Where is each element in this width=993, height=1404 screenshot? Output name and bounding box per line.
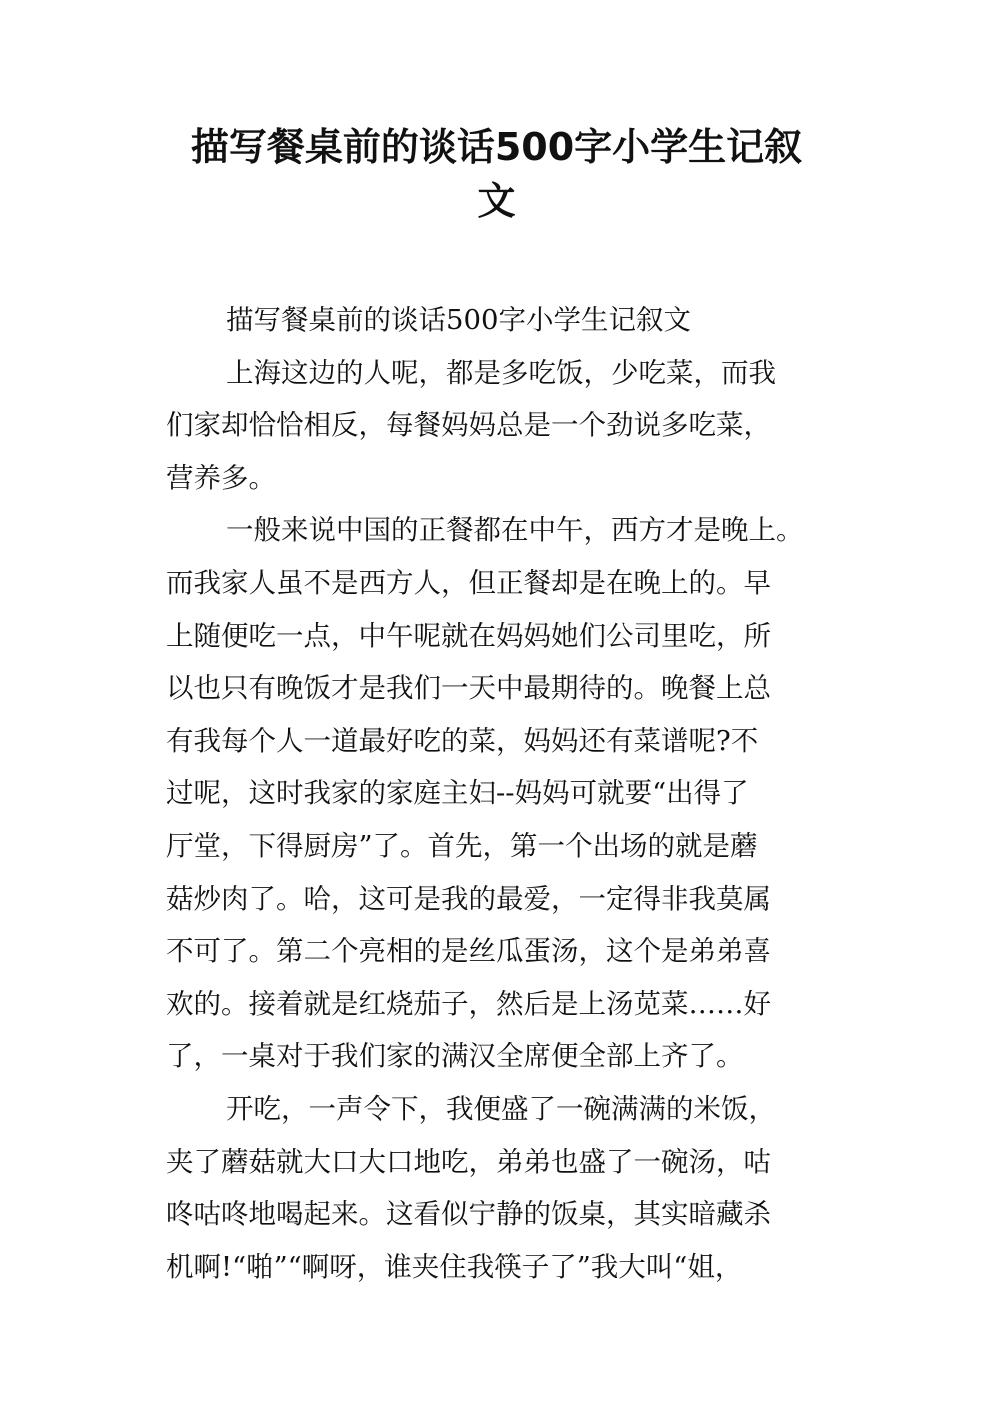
paragraph-line: 过呢，这时我家的家庭主妇--妈妈可就要“出得了 [166, 777, 749, 810]
paragraph-line: 咚咕咚地喝起来。这看似宁静的饭桌，其实暗藏杀 [166, 1198, 771, 1231]
paragraph-line: 菇炒肉了。哈，这可是我的最爱，一定得非我莫属 [166, 882, 771, 915]
paragraph-line: 厅堂，下得厨房”了。首先，第一个出场的就是蘑 [166, 829, 758, 862]
paragraph-line: 们家却恰恰相反，每餐妈妈总是一个劲说多吃菜， [166, 409, 771, 442]
paragraph-line: 有我每个人一道最好吃的菜，妈妈还有菜谱呢?不 [166, 724, 759, 757]
document-title [150, 120, 843, 228]
paragraph-line: 而我家人虽不是西方人，但正餐却是在晚上的。早 [166, 566, 771, 599]
paragraph-line: 营养多。 [166, 461, 276, 494]
paragraph-line: 不可了。第二个亮相的是丝瓜蛋汤，这个是弟弟喜 [166, 935, 771, 968]
document-body [166, 294, 866, 1293]
paragraph-line: 欢的。接着就是红烧茄子，然后是上汤苋菜……好 [166, 987, 771, 1020]
title-line-1: 描写餐桌前的谈话500字小学生记叙 [190, 125, 803, 169]
paragraph-line: 以也只有晚饭才是我们一天中最期待的。晚餐上总 [166, 672, 771, 705]
paragraph-line: 上随便吃一点，中午呢就在妈妈她们公司里吃，所 [166, 619, 771, 652]
paragraph-line: 开吃，一声令下，我便盛了一碗满满的米饭， [226, 1092, 776, 1125]
paragraph-line: 夹了蘑菇就大口大口地吃，弟弟也盛了一碗汤，咕 [166, 1145, 771, 1178]
title-line-2: 文 [477, 179, 516, 223]
paragraph-line: 上海这边的人呢，都是多吃饭，少吃菜，而我 [226, 356, 776, 389]
paragraph-line: 一般来说中国的正餐都在中午，西方才是晚上。 [226, 514, 804, 547]
subtitle-line: 描写餐桌前的谈话500字小学生记叙文 [226, 304, 691, 336]
paragraph-line: 机啊!“啪”“啊呀，谁夹住我筷子了”我大叫“姐， [166, 1250, 743, 1283]
paragraph-line: 了，一桌对于我们家的满汉全席便全部上齐了。 [166, 1040, 744, 1073]
